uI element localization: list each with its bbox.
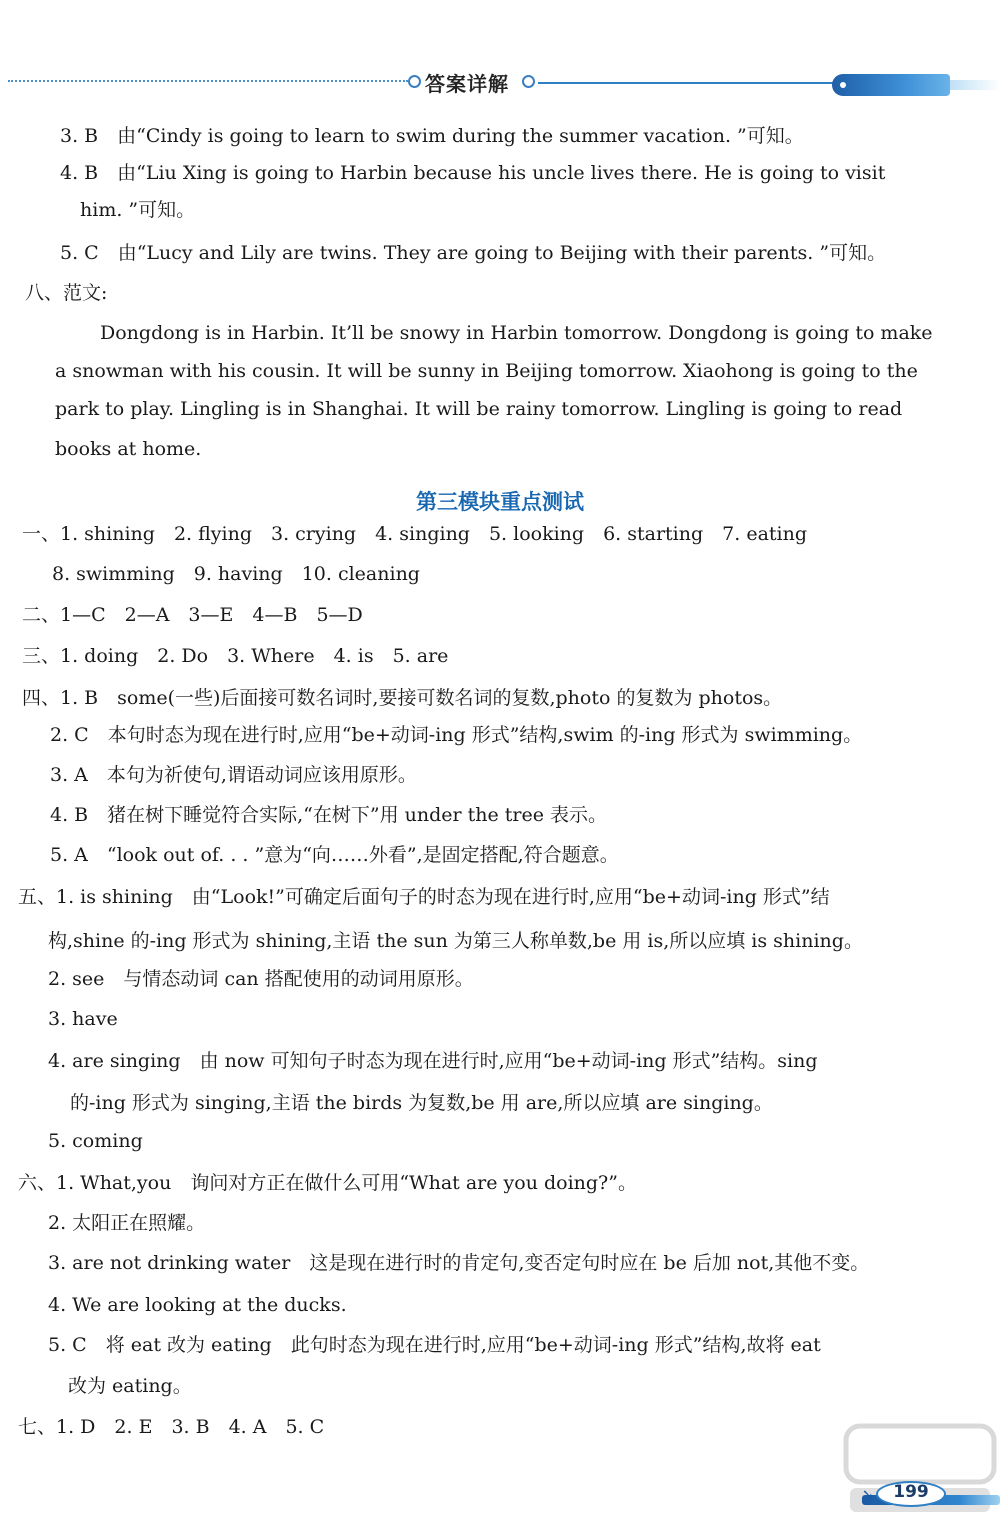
answer-line: 4. We are looking at the ducks. — [48, 1294, 347, 1316]
answer-line: 4. B 由“Liu Xing is going to Harbin because his uncle lives there. He is going to visit — [60, 162, 886, 184]
answer-line: 七、1. D 2. E 3. B 4. A 5. C — [18, 1416, 325, 1438]
header-fade-decoration — [950, 80, 1000, 90]
answer-line: 5. A “look out of. . . ”意为“向……外看”,是固定搭配,符合题意。 — [50, 844, 619, 866]
answer-line: 2. 太阳正在照耀。 — [48, 1212, 206, 1234]
essay-line: park to play. Lingling is in Shanghai. It will be rainy tomorrow. Lingling is going to read — [55, 398, 903, 420]
answer-line: 的-ing 形式为 singing,主语 the birds 为复数,be 用 are,所以应填 are singing。 — [70, 1092, 773, 1114]
answer-line: 4. are singing 由 now 可知句子时态为现在进行时,应用“be+动词-ing 形式”结构。sing — [48, 1050, 818, 1072]
header-tab-decoration — [832, 74, 950, 96]
essay-line: a snowman with his cousin. It will be sunny in Beijing tomorrow. Xiaohong is going to the — [55, 360, 918, 382]
header-title: 答案详解 — [425, 72, 509, 96]
header-rule — [538, 82, 838, 84]
essay-heading: 八、范文: — [25, 282, 108, 304]
header-dotted-rule — [8, 80, 408, 82]
answer-line: 改为 eating。 — [68, 1375, 192, 1397]
chevron-right-icon: ➘ — [862, 1487, 874, 1503]
answer-line: 二、1—C 2—A 3—E 4—B 5—D — [22, 604, 363, 626]
answer-line: 5. coming — [48, 1130, 143, 1152]
answer-line: 2. see 与情态动词 can 搭配使用的动词用原形。 — [48, 968, 474, 990]
header-circle-icon — [408, 75, 421, 88]
answer-line: 3. B 由“Cindy is going to learn to swim during the summer vacation. ”可知。 — [60, 125, 804, 147]
answer-line: 8. swimming 9. having 10. cleaning — [52, 563, 420, 585]
page-number-badge — [862, 1481, 1000, 1511]
answer-line: 3. have — [48, 1008, 118, 1030]
section-title: 第三模块重点测试 — [416, 490, 584, 514]
page-number: 199 — [893, 1482, 929, 1502]
answer-line: 四、1. B some(一些)后面接可数名词时,要接可数名词的复数,photo 的复数为 photos。 — [22, 687, 783, 709]
answer-line: 3. A 本句为祈使句,谓语动词应该用原形。 — [50, 764, 417, 786]
answer-line: 5. C 由“Lucy and Lily are twins. They are going to Beijing with their parents. ”可知。 — [60, 242, 887, 264]
answer-line: 三、1. doing 2. Do 3. Where 4. is 5. are — [22, 645, 449, 667]
answer-line: 4. B 猪在树下睡觉符合实际,“在树下”用 under the tree 表示。 — [50, 804, 608, 826]
answer-line: 六、1. What,you 询问对方正在做什么可用“What are you doing?”。 — [18, 1172, 637, 1194]
answer-line: 2. C 本句时态为现在进行时,应用“be+动词-ing 形式”结构,swim 的-ing 形式为 swimming。 — [50, 724, 863, 746]
header-circle-icon — [522, 75, 535, 88]
page-header — [0, 58, 1000, 108]
essay-line: Dongdong is in Harbin. It’ll be snowy in Harbin tomorrow. Dongdong is going to make — [100, 322, 933, 344]
answer-line: 3. are not drinking water 这是现在进行时的肯定句,变否定句时应在 be 后加 not,其他不变。 — [48, 1252, 870, 1274]
answer-line: 5. C 将 eat 改为 eating 此句时态为现在进行时,应用“be+动词-ing 形式”结构,故将 eat — [48, 1334, 821, 1356]
answer-line: him. ”可知。 — [80, 199, 196, 221]
answer-line: 一、1. shining 2. flying 3. crying 4. singing 5. looking 6. starting 7. eating — [22, 523, 808, 545]
answer-line: 构,shine 的-ing 形式为 shining,主语 the sun 为第三人称单数,be 用 is,所以应填 is shining。 — [48, 930, 863, 952]
answer-line: 五、1. is shining 由“Look!”可确定后面句子的时态为现在进行时,应用“be+动词-ing 形式”结 — [18, 886, 830, 908]
essay-line: books at home. — [55, 438, 202, 460]
